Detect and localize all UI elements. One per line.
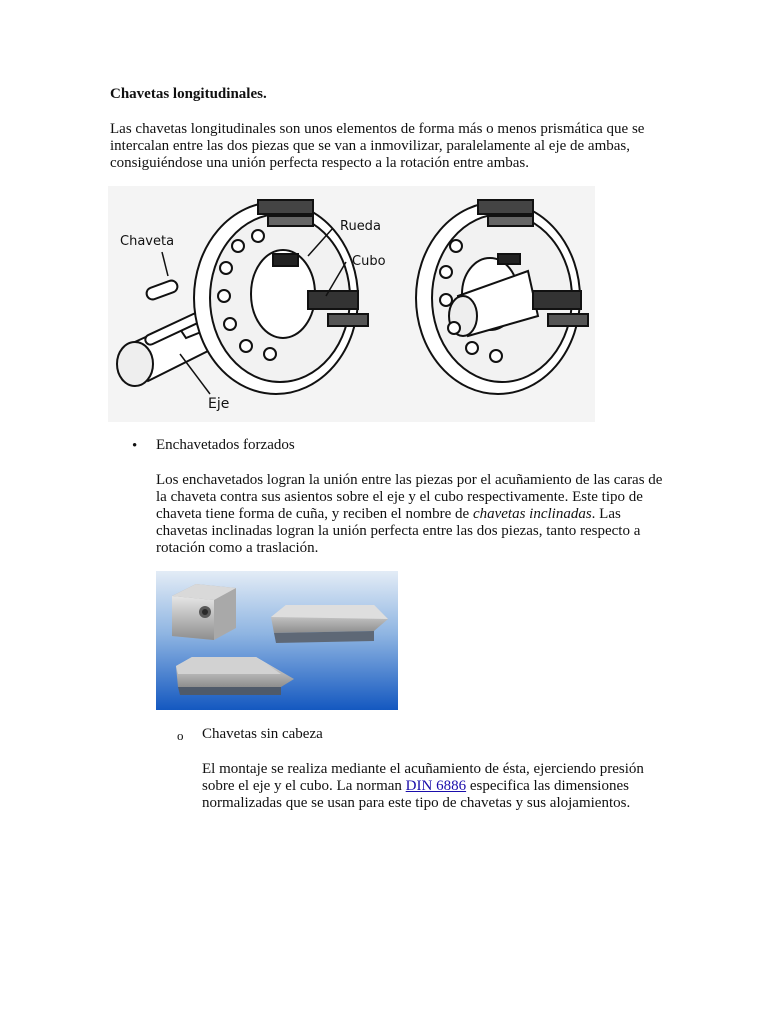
sin-cabeza-paragraph xyxy=(202,761,662,812)
label-chaveta: Chaveta xyxy=(120,234,175,249)
forzados-text-start: Los enchavetados logran la unión entre las piezas por el acuñamiento de las caras de la chaveta contra sus asientos sobre el eje y el cubo respectivamente. Este tipo de chaveta tiene forma de cuña, y reciben el nombre de xyxy=(156,472,663,522)
forzados-italic-term: chavetas inclinadas xyxy=(472,506,592,522)
key-assembly-diagram xyxy=(108,186,595,422)
label-rueda: Rueda xyxy=(340,219,381,234)
tapered-keys-image xyxy=(156,571,398,710)
tapered-key-upper xyxy=(271,605,388,643)
section-heading-forzados: Enchavetados forzados xyxy=(156,437,295,453)
bullet-marker: • xyxy=(132,438,138,454)
sin-cabeza-text-start: El montaje se realiza mediante el acuñamiento de ésta, ejerciendo presión sobre el eje y el cubo. La norman xyxy=(202,761,644,794)
din-6886-link[interactable]: DIN 6886 xyxy=(405,778,467,794)
forzados-text-end: . Las chavetas inclinadas logran la unión perfecta entre las dos piezas, tanto respecto a rotación como a traslación. xyxy=(156,506,641,556)
cube-key-shape xyxy=(172,584,236,640)
tapered-keys-photo xyxy=(156,571,398,710)
label-eje: Eje xyxy=(208,396,230,412)
key-assembly-drawing xyxy=(108,186,595,422)
sub-bullet-marker: o xyxy=(177,728,184,743)
sin-cabeza-text-end: especifica las dimensiones normalizadas que se usan para este tipo de chavetas y sus alojamientos. xyxy=(202,778,631,811)
page-title: Chavetas longitudinales. xyxy=(110,86,267,102)
section-heading-sin-cabeza: Chavetas sin cabeza xyxy=(202,726,323,742)
label-cubo: Cubo xyxy=(352,254,386,269)
key-drawing xyxy=(145,279,179,301)
intro-paragraph: Las chavetas longitudinales son unos elementos de forma más o menos prismática que se intercalan entre las dos piezas que se van a inmovilizar, paralelamente al eje de ambas, consiguiéndose una unión perfecta respecto a la rotación entre ambas. xyxy=(110,121,645,171)
wheel-right xyxy=(416,200,588,394)
forzados-paragraph xyxy=(156,472,666,557)
